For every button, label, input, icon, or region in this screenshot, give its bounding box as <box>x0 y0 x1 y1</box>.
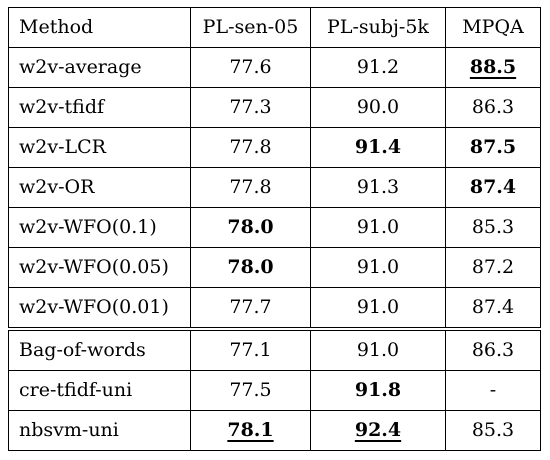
header-method: Method <box>9 8 191 48</box>
score-cell: 91.0 <box>311 329 446 371</box>
header-row <box>9 8 541 48</box>
score-cell: 92.4 <box>311 411 446 451</box>
method-cell: w2v-LCR <box>9 128 191 168</box>
score-cell: 87.4 <box>446 168 541 208</box>
table-row <box>9 371 541 411</box>
score-cell: 91.0 <box>311 208 446 248</box>
score-cell: 91.8 <box>311 371 446 411</box>
score-cell: 77.7 <box>191 288 311 330</box>
method-cell: w2v-OR <box>9 168 191 208</box>
method-cell: w2v-WFO(0.01) <box>9 288 191 330</box>
method-cell: w2v-WFO(0.05) <box>9 248 191 288</box>
table-row <box>9 48 541 88</box>
table-body <box>9 48 541 451</box>
table-row <box>9 168 541 208</box>
score-cell: 77.3 <box>191 88 311 128</box>
score-cell: 87.5 <box>446 128 541 168</box>
score-cell: 91.4 <box>311 128 446 168</box>
score-cell: 91.2 <box>311 48 446 88</box>
table-row <box>9 248 541 288</box>
table-row <box>9 329 541 371</box>
method-cell: Bag-of-words <box>9 329 191 371</box>
score-cell: - <box>446 371 541 411</box>
score-cell: 91.0 <box>311 248 446 288</box>
table-row <box>9 88 541 128</box>
table-row <box>9 411 541 451</box>
score-cell: 87.4 <box>446 288 541 330</box>
score-cell: 88.5 <box>446 48 541 88</box>
score-cell: 91.3 <box>311 168 446 208</box>
score-cell: 86.3 <box>446 88 541 128</box>
table-row <box>9 128 541 168</box>
score-cell: 85.3 <box>446 208 541 248</box>
table-row <box>9 208 541 248</box>
header-mpqa: MPQA <box>446 8 541 48</box>
score-cell: 90.0 <box>311 88 446 128</box>
header-pl-sen-05: PL-sen-05 <box>191 8 311 48</box>
score-cell: 77.1 <box>191 329 311 371</box>
score-cell: 86.3 <box>446 329 541 371</box>
score-cell: 78.0 <box>191 208 311 248</box>
method-cell: w2v-tfidf <box>9 88 191 128</box>
score-cell: 77.8 <box>191 168 311 208</box>
results-table <box>8 7 541 451</box>
header-pl-subj-5k: PL-subj-5k <box>311 8 446 48</box>
score-cell: 77.5 <box>191 371 311 411</box>
score-cell: 77.6 <box>191 48 311 88</box>
score-cell: 91.0 <box>311 288 446 330</box>
score-cell: 77.8 <box>191 128 311 168</box>
score-cell: 87.2 <box>446 248 541 288</box>
method-cell: nbsvm-uni <box>9 411 191 451</box>
score-cell: 78.1 <box>191 411 311 451</box>
table-row <box>9 288 541 330</box>
method-cell: w2v-WFO(0.1) <box>9 208 191 248</box>
method-cell: w2v-average <box>9 48 191 88</box>
score-cell: 85.3 <box>446 411 541 451</box>
method-cell: cre-tfidf-uni <box>9 371 191 411</box>
score-cell: 78.0 <box>191 248 311 288</box>
